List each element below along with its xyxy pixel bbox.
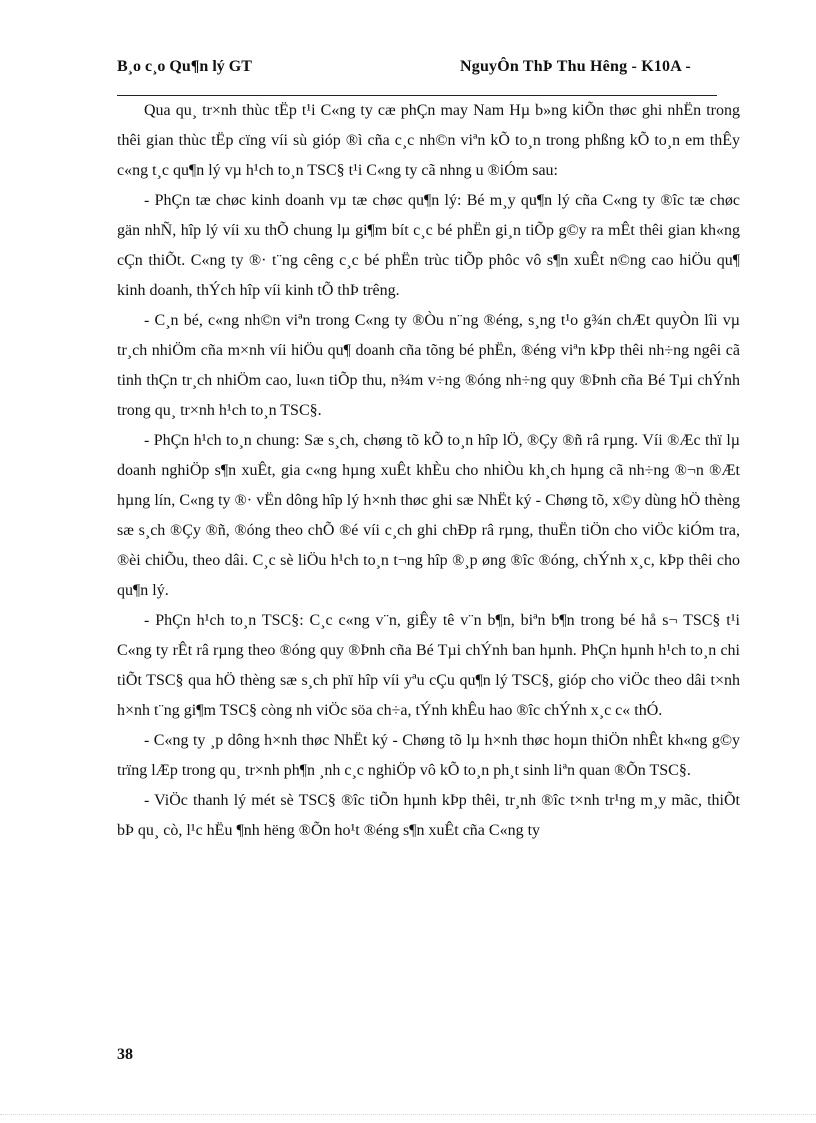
paragraph-fixed-asset-accounting: - PhÇn h¹ch to¸n TSC§: C¸c c«ng v¨n, giÊy tê v¨n b¶n, biªn b¶n trong bé hå s¬ TSC§ t¹i C«ng ty rÊt râ rµng theo ®óng quy ®Þnh cña Bé Tµi chÝnh ban hµnh. PhÇn hµnh h¹ch to¸n chi tiÕt TSC§ qua hÖ thèng sæ s¸ch phï hîp víi yªu cÇu qu¶n lý TSC§, gióp cho viÖc theo dâi t×nh h×nh t¨ng gi¶m TSC§ còng nh viÖc söa ch÷a, tÝnh khÊu hao ®îc chÝnh x¸c c« thÓ.	[117, 612, 740, 719]
header-report-title: B¸o c¸o Qu¶n lý GT	[117, 58, 252, 75]
paragraph-general-accounting: - PhÇn h¹ch to¸n chung: Sæ s¸ch, chøng tõ kÕ to¸n hîp lÖ, ®Çy ®ñ râ rµng. Víi ®Æc thï lµ doanh nghiÖp s¶n xuÊt, gia c«ng hµng xuÊt khÈu cho nhiÒu kh¸ch hµng cã nh÷ng ®¬n ®Æt hµng lín, C«ng ty ®· vËn dông hîp lý h×nh thøc ghi sæ NhËt ký - Chøng tõ, x©y dùng hÖ thèng sæ s¸ch ®Çy ®ñ, ®óng theo chÕ ®é víi c¸ch ghi chÐp râ rµng, thuËn tiÖn cho viÖc kiÓm tra, ®èi chiÕu, theo dâi. C¸c sè liÖu h¹ch to¸n t¬ng hîp ®¸p øng ®îc ®óng, chÝnh x¸c, kÞp thêi cho qu¶n lý.	[117, 432, 740, 599]
paragraph-organization: - PhÇn tæ chøc kinh doanh vµ tæ chøc qu¶n lý: Bé m¸y qu¶n lý cña C«ng ty ®îc tæ chøc gän nhÑ, hîp lý víi xu thÕ chung lµ gi¶m bít c¸c bé phËn gi¸n tiÕp g©y ra mÊt thêi gian kh«ng cÇn thiÕt. C«ng ty ®· t¨ng cêng c¸c bé phËn trùc tiÕp phôc vô s¶n xuÊt n©ng cao hiÖu qu¶ kinh doanh, thÝch hîp víi kinh tÕ thÞ trêng.	[117, 192, 740, 299]
header-author: NguyÔn ThÞ Thu Hêng - K10A -	[460, 58, 691, 75]
paragraph-intro: Qua qu¸ tr×nh thùc tËp t¹i C«ng ty cæ phÇn may Nam Hµ b»ng kiÕn thøc ghi nhËn trong thêi gian thùc tËp cïng víi sù gióp ®ì cña c¸c nh©n viªn kÕ to¸n trong phßng kÕ to¸n em thÊy c«ng t¸c qu¶n lý vµ h¹ch to¸n TSC§ t¹i C«ng ty cã nhng u ®iÓm sau:	[117, 102, 740, 179]
page-bottom-divider	[0, 1114, 816, 1115]
page-number: 38	[117, 1046, 133, 1063]
running-header	[117, 57, 717, 93]
body-text	[117, 96, 740, 846]
paragraph-liquidation: - ViÖc thanh lý mét sè TSC§ ®îc tiÕn hµnh kÞp thêi, tr¸nh ®îc t×nh tr¹ng m¸y mãc, thiÕt bÞ qu¸ cò, l¹c hËu ¶nh hëng ®Õn ho¹t ®éng s¶n xuÊt cña C«ng ty	[117, 792, 740, 839]
paragraph-journal-form: - C«ng ty ¸p dông h×nh thøc NhËt ký - Chøng tõ lµ h×nh thøc hoµn thiÖn nhÊt kh«ng g©y trïng lÆp trong qu¸ tr×nh ph¶n ¸nh c¸c nghiÖp vô kÕ to¸n ph¸t sinh liªn quan ®Õn TSC§.	[117, 732, 740, 779]
paragraph-staff: - C¸n bé, c«ng nh©n viªn trong C«ng ty ®Òu n¨ng ®éng, s¸ng t¹o g¾n chÆt quyÒn lîi vµ tr¸ch nhiÖm cña m×nh víi hiÖu qu¶ doanh cña tõng bé phËn, ®éng viªn kÞp thêi nh÷ng ngêi cã tinh thÇn tr¸ch nhiÖm cao, lu«n tiÕp thu, n¾m v÷ng ®óng nh÷ng quy ®Þnh cña Bé Tµi chÝnh trong qu¸ tr×nh h¹ch to¸n TSC§.	[117, 312, 740, 419]
